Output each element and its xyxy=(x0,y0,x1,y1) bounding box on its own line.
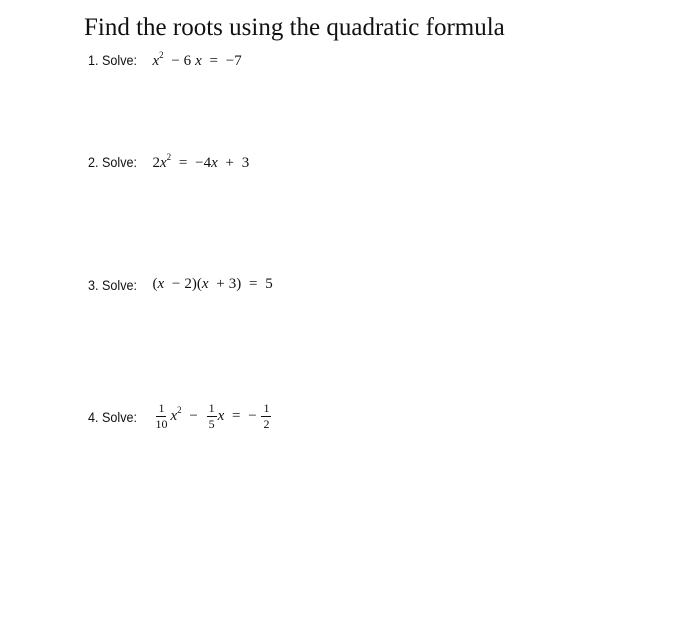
page-title: Find the roots using the quadratic formula xyxy=(84,14,505,41)
paren: ( xyxy=(152,276,158,292)
variable-x: x xyxy=(211,155,218,171)
exponent: 2 xyxy=(166,152,172,162)
exponent: 2 xyxy=(177,404,182,415)
numerator: 1 xyxy=(208,401,215,415)
variable-x: x xyxy=(170,407,178,424)
coefficient: 2 xyxy=(152,155,160,171)
problem-4 xyxy=(88,402,272,431)
plus-sign: + xyxy=(216,276,225,292)
rhs: 3 xyxy=(241,155,250,171)
variable-x: x xyxy=(201,276,209,292)
equals-sign: = xyxy=(178,155,188,171)
problem-3 xyxy=(88,276,273,293)
exponent: 2 xyxy=(159,50,164,60)
term: 2)( xyxy=(184,276,202,292)
rhs: −7 xyxy=(225,53,242,69)
problem-1-label: 1. Solve: xyxy=(88,52,138,68)
problem-4-label: 4. Solve: xyxy=(88,408,138,425)
term: 3) xyxy=(228,276,242,292)
fraction xyxy=(153,402,169,431)
problem-3-equation xyxy=(152,276,272,293)
rhs: 5 xyxy=(265,276,273,292)
variable-x: x xyxy=(217,407,225,424)
equals-sign: = xyxy=(232,407,241,424)
denominator: 10 xyxy=(155,417,168,431)
fraction xyxy=(207,402,217,431)
plus-sign: + xyxy=(225,155,234,171)
variable-x: x xyxy=(159,155,167,171)
problem-1-equation xyxy=(152,50,241,70)
term: −4 xyxy=(195,155,212,171)
problem-2 xyxy=(88,152,249,172)
problem-2-label: 2. Solve: xyxy=(88,154,138,170)
minus-sign: − xyxy=(189,407,198,424)
denominator: 5 xyxy=(208,417,215,431)
denominator: 2 xyxy=(263,417,270,431)
variable-x: x xyxy=(157,276,165,292)
problem-2-equation xyxy=(152,152,249,172)
minus-sign: − xyxy=(171,276,181,292)
fraction xyxy=(261,402,271,431)
minus-sign: − xyxy=(248,407,257,424)
problem-3-label: 3. Solve: xyxy=(88,276,138,293)
variable-x: x xyxy=(195,53,202,69)
equals-sign: = xyxy=(209,53,219,69)
variable-x: x xyxy=(152,53,160,69)
term: − 6 xyxy=(171,53,192,69)
numerator: 1 xyxy=(263,401,270,415)
problem-1 xyxy=(88,50,242,70)
problem-4-equation xyxy=(152,402,272,431)
numerator: 1 xyxy=(158,401,165,415)
equals-sign: = xyxy=(249,276,258,292)
